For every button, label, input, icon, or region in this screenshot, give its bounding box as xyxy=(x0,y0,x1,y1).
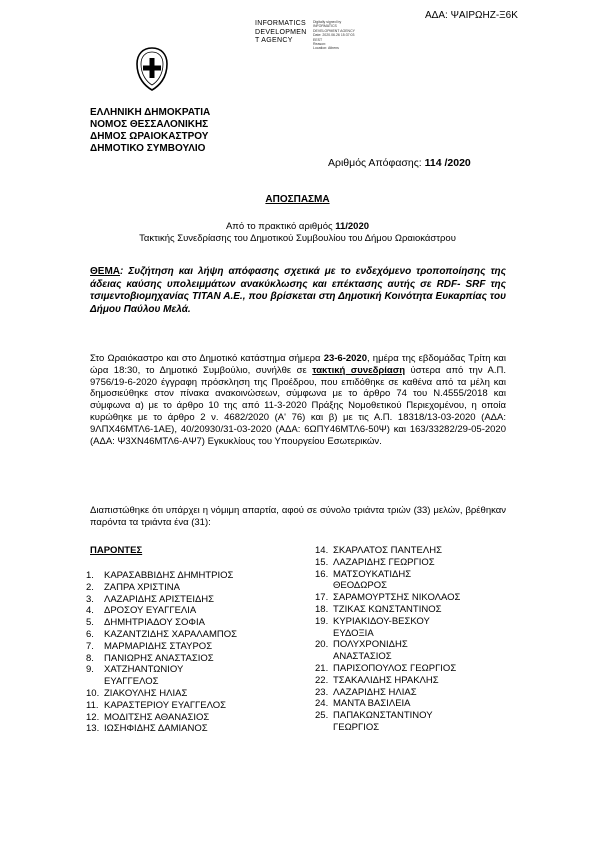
member-number: 1. xyxy=(86,570,94,581)
member-name: ΠΑΠΑΚΩΝΣΤΑΝΤΙΝΟΥ xyxy=(333,710,433,722)
member-name: ΜΟΔΙΤΣΗΣ ΑΘΑΝΑΣΙΟΣ xyxy=(104,711,210,723)
member-name: ΚΑΖΑΝΤΖΙΔΗΣ ΧΑΡΑΛΑΜΠΟΣ xyxy=(104,628,237,640)
member-number: 18. xyxy=(315,603,329,615)
present-member xyxy=(86,723,286,735)
signature-detail-line: DEVELOPMENT AGENCY xyxy=(313,28,355,33)
minutes-prefix: Από το πρακτικό αριθμός xyxy=(225,221,336,232)
member-number: 11. xyxy=(86,699,99,711)
present-member xyxy=(315,722,515,734)
present-member xyxy=(315,592,515,604)
member-name: ΠΑΝΙΩΡΗΣ ΑΝΑΣΤΑΣΙΟΣ xyxy=(104,652,214,664)
minutes-line-2: Τακτικής Συνεδρίασης του Δημοτικού Συμβουλίου του Δήμου Ωραιοκάστρου xyxy=(139,233,456,244)
body-text: ύστερα από την Α.Π. 9756/19-6-2020 έγγραφη πρόσκληση της Προέδρου, που επιδόθηκε σε καθένα από τα μέλη και δημοσιεύθηκε στον πίνακα ανακοινώσεων, σύμφωνα με το άρθρο 74 του Ν.4555/2018 και σύμφωνα α) με το άρθρο 10 της από 11-3-2020 Πράξης Νομοθετικού Περιεχομένου, η οποία κυρώθηκε με το άρθρο 2 ν. 4682/2020 (Α' 76) και β) με τις Α.Π. 18318/13-03-2020 (ΑΔΑ: 9ΛΠΧ46ΜΤΛ6-1ΑΕ), 40/20930/31-03-2020 (ΑΔΑ: 6ΩΠΥ46ΜΤΛ6-50Ψ) και 163/33282/29-05-2020 (ΑΔΑ: Ψ3ΧΝ46ΜΤΛ6-ΑΨ7) Εγκυκλίους του Υπουργείου Εσωτερικών. xyxy=(90,364,506,447)
greek-coat-of-arms-icon xyxy=(133,46,171,92)
subject-block xyxy=(90,266,506,316)
present-member xyxy=(315,698,515,710)
present-member xyxy=(86,688,286,700)
member-name: ΤΖΙΚΑΣ ΚΩΝΣΤΑΝΤΙΝΟΣ xyxy=(333,603,442,615)
present-heading: ΠΑΡΟΝΤΕΣ xyxy=(90,545,143,556)
signature-detail-line: Location: Athens xyxy=(313,46,339,51)
present-member xyxy=(86,700,286,712)
present-member xyxy=(315,639,515,651)
present-member xyxy=(86,629,286,641)
member-name: ΖΙΑΚΟΥΛΗΣ ΗΛΙΑΣ xyxy=(104,687,188,699)
decision-number xyxy=(328,157,471,169)
minutes-number: 11/2020 xyxy=(335,221,370,232)
present-member xyxy=(315,580,515,592)
member-number: 19. xyxy=(315,615,329,627)
member-number: 14. xyxy=(315,545,329,556)
present-member xyxy=(315,663,515,675)
member-name: ΚΑΡΑΣΑΒΒΙΔΗΣ ΔΗΜΗΤΡΙΟΣ xyxy=(104,570,234,581)
present-member xyxy=(86,664,286,676)
present-member xyxy=(315,616,515,628)
member-name: ΤΣΑΚΑΛΙΔΗΣ ΗΡΑΚΛΗΣ xyxy=(333,674,439,686)
member-number: 4. xyxy=(86,605,94,617)
member-name: ΜΑΝΤΑ ΒΑΣΙΛΕΙΑ xyxy=(333,698,411,710)
member-number: 7. xyxy=(86,640,94,652)
present-member xyxy=(315,557,515,569)
present-member xyxy=(86,641,286,653)
member-number: 3. xyxy=(86,593,94,605)
org-line: ΝΟΜΟΣ ΘΕΣΣΑΛΟΝΙΚΗΣ xyxy=(90,119,209,130)
member-name: ΣΚΑΡΛΑΤΟΣ ΠΑΝΤΕΛΗΣ xyxy=(333,545,442,556)
member-name: ΣΑΡΑΜΟΥΡΤΣΗΣ ΝΙΚΟΛΑΟΣ xyxy=(333,592,461,604)
org-line: ΔΗΜΟΣ ΩΡΑΙΟΚΑΣΤΡΟΥ xyxy=(90,131,209,142)
minutes-line-1 xyxy=(0,221,595,233)
present-member xyxy=(86,653,286,665)
member-number: 16. xyxy=(315,568,329,580)
member-name: ΓΕΩΡΓΙΟΣ xyxy=(333,721,380,733)
member-name: ΚΑΡΑΣΤΕΡΙΟΥ ΕΥΑΓΓΕΛΟΣ xyxy=(104,699,227,711)
present-member xyxy=(86,617,286,629)
body-paragraph-2: Διαπιστώθηκε ότι υπάρχει η νόμιμη απαρτία, αφού σε σύνολο τριάντα τριών (33) μελών, βρέθηκαν παρόντα τα τριάντα ένα (31): xyxy=(90,505,506,528)
member-name: ΜΑΤΣΟΥΚΑΤΙΔΗΣ xyxy=(333,568,412,580)
org-line: ΔΗΜΟΤΙΚΟ ΣΥΜΒΟΥΛΙΟ xyxy=(90,143,206,154)
member-name: ΖΑΠΡΑ ΧΡΙΣΤΙΝΑ xyxy=(104,581,180,593)
present-member xyxy=(86,570,286,582)
member-name: ΙΩΣΗΦΙΔΗΣ ΔΑΜΙΑΝΟΣ xyxy=(104,723,208,735)
member-number: 2. xyxy=(86,581,94,593)
signature-detail-line: Date: 2020.06.26 15:37:03 xyxy=(313,33,355,38)
member-name: ΛΑΖΑΡΙΔΗΣ ΑΡΙΣΤΕΙΔΗΣ xyxy=(104,593,215,605)
member-name: ΑΝΑΣΤΑΣΙΟΣ xyxy=(333,651,392,663)
member-name: ΠΟΛΥΧΡΟΝΙΔΗΣ xyxy=(333,639,408,651)
present-member xyxy=(86,582,286,594)
present-member xyxy=(86,676,286,688)
present-member xyxy=(86,594,286,606)
member-number xyxy=(315,651,333,663)
body-text: , ημέρα της εβδομάδας Τρίτη και ώρα 18:30, το Δημοτικό Συμβούλιο, συνήλθε σε xyxy=(90,353,506,376)
member-name: ΠΑΡΙΣΟΠΟΥΛΟΣ ΓΕΩΡΓΙΟΣ xyxy=(333,662,457,674)
subject-label: ΘΕΜΑ xyxy=(90,266,120,277)
member-name: ΧΑΤΖΗΑΝΤΩΝΙΟΥ xyxy=(104,664,184,676)
member-number: 20. xyxy=(315,639,329,651)
session-type: τακτική συνεδρίαση xyxy=(312,364,406,376)
member-number: 12. xyxy=(86,711,100,723)
member-name: ΔΗΜΗΤΡΙΑΔΟΥ ΣΟΦΙΑ xyxy=(104,617,205,629)
present-list-left xyxy=(86,570,286,735)
present-member xyxy=(315,628,515,640)
member-number: 15. xyxy=(315,556,329,568)
signer-block xyxy=(255,20,307,46)
present-member xyxy=(315,687,515,699)
extract-text: ΑΠΟΣΠΑΣΜΑ xyxy=(265,194,330,205)
signature-detail-line: Digitally signed by xyxy=(313,20,342,24)
body-paragraph-1 xyxy=(90,353,506,447)
present-member xyxy=(315,710,515,722)
member-name: ΜΑΡΜΑΡΙΔΗΣ ΣΤΑΥΡΟΣ xyxy=(104,640,213,652)
signer-line: DEVELOPMEN xyxy=(255,28,307,36)
present-member xyxy=(315,569,515,581)
signature-detail-line: INFORMATICS xyxy=(313,24,337,29)
decision-label: Αριθμός Απόφασης: xyxy=(328,157,425,169)
member-number: 8. xyxy=(86,652,94,664)
member-number xyxy=(315,628,333,640)
member-number: 5. xyxy=(86,617,94,629)
member-name: ΕΥΔΟΞΙΑ xyxy=(333,627,374,639)
member-name: ΛΑΖΑΡΙΔΗΣ ΗΛΙΑΣ xyxy=(333,686,417,698)
present-member xyxy=(315,545,515,557)
member-number xyxy=(315,722,333,734)
present-member xyxy=(86,712,286,724)
signature-detail-line: EEST xyxy=(313,37,323,42)
member-number: 10. xyxy=(86,687,100,699)
member-name: ΕΥΑΓΓΕΛΟΣ xyxy=(104,676,159,688)
signature-details xyxy=(313,20,355,51)
present-member xyxy=(315,651,515,663)
signer-line: T AGENCY xyxy=(255,37,293,44)
member-number: 9. xyxy=(86,664,94,676)
member-name: ΘΕΟΔΩΡΟΣ xyxy=(333,580,387,592)
minutes-reference xyxy=(0,221,595,245)
member-number: 21. xyxy=(315,662,329,674)
member-name: ΚΥΡΙΑΚΙΔΟΥ-ΒΕΣΚΟΥ xyxy=(333,615,430,627)
body-text: Στο Ωραιόκαστρο και στο Δημοτικό κατάστημα σήμερα xyxy=(90,353,324,364)
member-number: 13. xyxy=(86,723,100,735)
signer-line: INFORMATICS xyxy=(255,20,307,27)
present-list-right xyxy=(315,545,515,734)
signature-detail-line: Reason: xyxy=(313,42,327,47)
member-number: 23. xyxy=(315,686,329,698)
member-number: 6. xyxy=(86,628,94,640)
member-name: ΛΑΖΑΡΙΔΗΣ ΓΕΩΡΓΙΟΣ xyxy=(333,556,435,568)
ada-code: ΑΔΑ: ΨΑΙΡΩΗΖ-Ξ6Κ xyxy=(425,10,518,21)
organization-header xyxy=(90,107,210,155)
member-name: ΔΡΟΣΟΥ ΕΥΑΓΓΕΛΙΑ xyxy=(104,605,197,617)
member-number xyxy=(86,676,104,688)
org-line: ΕΛΛΗΝΙΚΗ ΔΗΜΟΚΡΑΤΙΑ xyxy=(90,107,211,118)
present-member xyxy=(315,675,515,687)
subject-text: : Συζήτηση και λήψη απόφασης σχετικά με το ενδεχόμενο τροποποίησης της άδειας καύσης υπολειμμάτων ανακύκλωσης και επέκτασης αυτής σε RDF- SRF της τσιμεντοβιομηχανίας ΤΙΤΑΝ Α.Ε., που βρίσκεται στη Δημοτική Κοινότητα Ευκαρπίας του Δήμου Παύλου Μελά. xyxy=(90,266,506,315)
member-number: 22. xyxy=(315,674,329,686)
meeting-date: 23-6-2020 xyxy=(323,353,367,364)
extract-title xyxy=(0,194,595,205)
member-number xyxy=(315,580,333,592)
member-number: 24. xyxy=(315,698,329,710)
present-member xyxy=(315,604,515,616)
decision-value: 114 /2020 xyxy=(424,157,471,169)
member-number: 25. xyxy=(315,710,329,722)
present-member xyxy=(86,605,286,617)
member-number: 17. xyxy=(315,592,329,604)
